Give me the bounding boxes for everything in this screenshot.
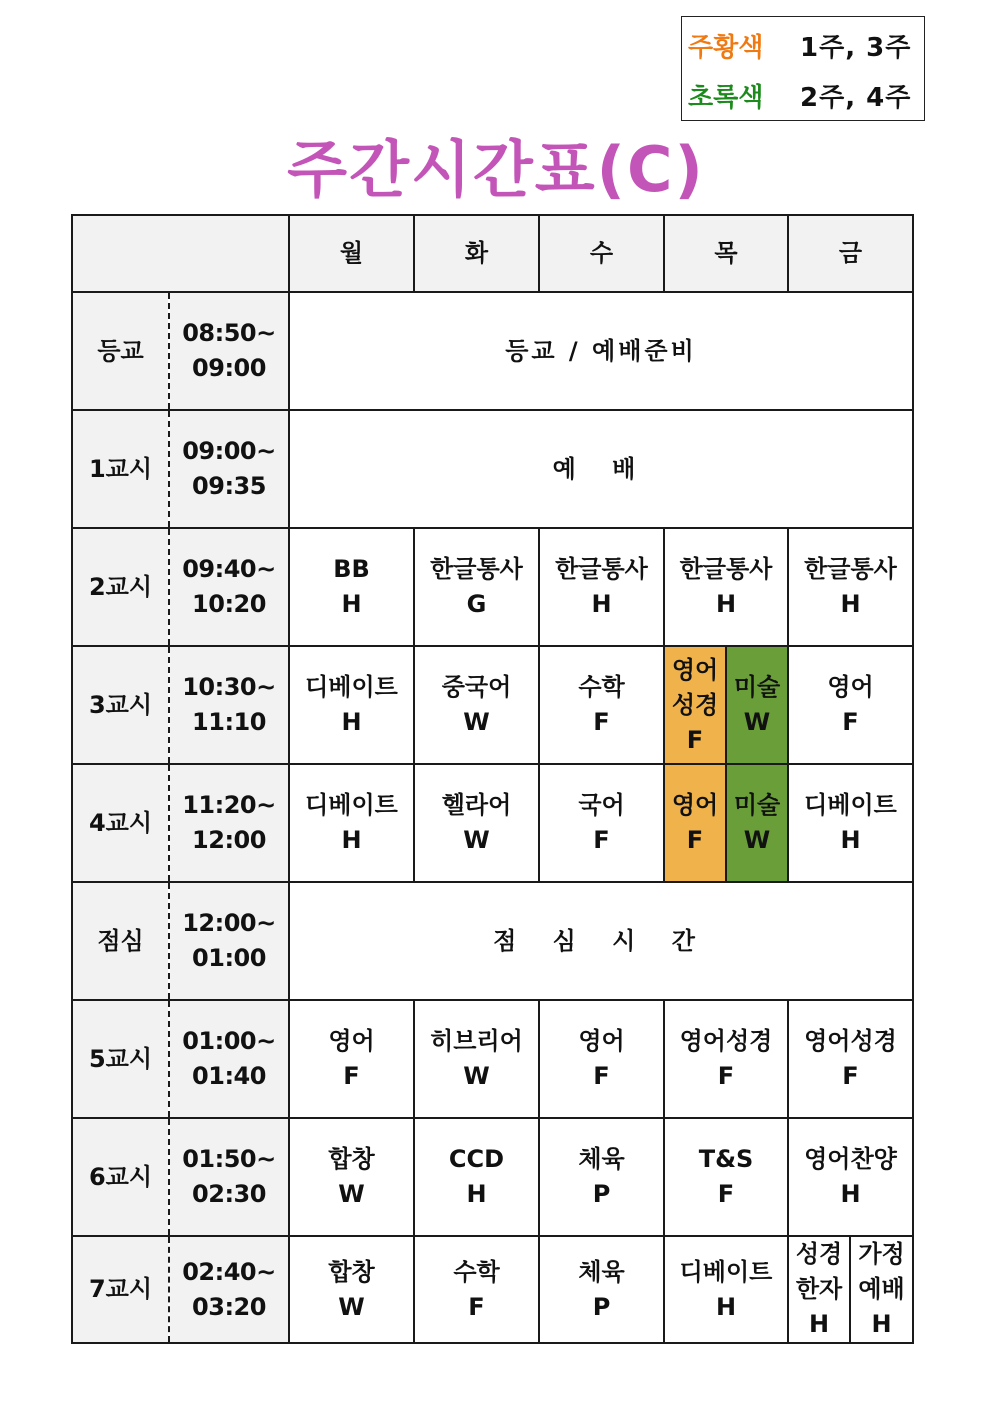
teacher-code: W — [743, 708, 771, 736]
class-cell-tue — [414, 764, 539, 882]
class-cell-fri-b — [850, 1236, 913, 1343]
period-label: 7교시 — [72, 1236, 169, 1343]
teacher-code: F — [343, 1062, 360, 1090]
period-time: 09:00~09:35 — [169, 410, 289, 528]
class-cell-thu — [664, 1000, 788, 1118]
period-label: 점심 — [72, 882, 169, 1000]
class-cell-mon — [289, 1000, 414, 1118]
teacher-code: H — [808, 1310, 830, 1338]
corner-cell — [72, 215, 289, 292]
class-cell-fri — [788, 646, 913, 764]
class-cell-tue — [414, 528, 539, 646]
period-time: 10:30~11:10 — [169, 646, 289, 764]
teacher-code: F — [468, 1292, 485, 1321]
teacher-code: H — [840, 590, 861, 618]
subject: T&S — [698, 1145, 754, 1173]
teacher-code: H — [466, 1180, 487, 1208]
teacher-code: H — [871, 1310, 892, 1338]
teacher-code: H — [840, 1180, 861, 1208]
period-label: 5교시 — [72, 1000, 169, 1118]
row-period-6 — [72, 1118, 913, 1236]
class-cell-thu-green — [726, 646, 788, 764]
class-cell-wed — [539, 1236, 664, 1343]
page-title: 주간시간표(C) — [287, 133, 705, 206]
teacher-code: W — [463, 1062, 490, 1090]
class-cell-tue — [414, 1236, 539, 1343]
row-lunch — [72, 882, 913, 1000]
row-period-5 — [72, 1000, 913, 1118]
subject: 한자 — [795, 1275, 843, 1303]
day-header-fri: 금 — [788, 215, 913, 292]
subject: CCD — [448, 1145, 505, 1173]
row-arrival — [72, 292, 913, 410]
class-cell-mon — [289, 528, 414, 646]
subject: 수학 — [578, 673, 625, 701]
period-label: 등교 — [72, 292, 169, 410]
teacher-code: H — [341, 590, 362, 618]
period-label: 1교시 — [72, 410, 169, 528]
subject: 영어 — [671, 655, 719, 684]
period-time: 02:40~03:20 — [169, 1236, 289, 1343]
teacher-code: F — [593, 826, 610, 854]
period-time: 08:50~09:00 — [169, 292, 289, 410]
subject: 한글통사 — [430, 555, 523, 583]
teacher-code: F — [593, 1062, 610, 1090]
class-cell-mon — [289, 646, 414, 764]
subject: 영어성경 — [679, 1027, 773, 1055]
subject: 영어찬양 — [804, 1145, 897, 1173]
legend-row-green — [688, 75, 911, 115]
period-label: 6교시 — [72, 1118, 169, 1236]
class-cell-wed — [539, 528, 664, 646]
subject: 합창 — [328, 1257, 375, 1286]
teacher-code: F — [842, 1062, 859, 1090]
class-cell-fri — [788, 1118, 913, 1236]
subject: 헬라어 — [441, 791, 512, 819]
class-cell-mon — [289, 1236, 414, 1343]
subject: 히브리어 — [430, 1027, 523, 1055]
class-cell-tue — [414, 646, 539, 764]
subject: 미술 — [733, 673, 781, 701]
day-header-wed: 수 — [539, 215, 664, 292]
class-cell-wed — [539, 764, 664, 882]
class-cell-thu-green — [726, 764, 788, 882]
subject: 한글통사 — [555, 555, 648, 583]
row-period-1 — [72, 410, 913, 528]
subject: 성경 — [671, 690, 719, 719]
class-cell-tue — [414, 1118, 539, 1236]
class-cell-fri — [788, 528, 913, 646]
subject: 체육 — [578, 1257, 625, 1286]
teacher-code: P — [592, 1292, 611, 1321]
teacher-code: H — [341, 708, 362, 736]
row-period-2 — [72, 528, 913, 646]
subject: BB — [333, 555, 370, 583]
row-period-4 — [72, 764, 913, 882]
class-cell-mon — [289, 764, 414, 882]
teacher-code: W — [338, 1292, 365, 1321]
class-cell-thu — [664, 1236, 788, 1343]
subject: 중국어 — [441, 673, 512, 701]
period-time: 12:00~01:00 — [169, 882, 289, 1000]
class-cell-wed — [539, 1118, 664, 1236]
color-legend — [681, 16, 925, 121]
teacher-code: F — [717, 1062, 735, 1090]
legend-green-weeks: 2주, 4주 — [800, 82, 912, 113]
class-cell-thu-orange — [664, 764, 726, 882]
class-cell-thu — [664, 528, 788, 646]
subject: 한글통사 — [804, 555, 897, 583]
subject: 수학 — [453, 1257, 500, 1286]
class-cell-thu — [664, 1118, 788, 1236]
day-header-thu: 목 — [664, 215, 788, 292]
teacher-code: H — [591, 590, 612, 618]
subject: 미술 — [733, 791, 781, 819]
class-cell-mon — [289, 1118, 414, 1236]
class-cell-thu-orange — [664, 646, 726, 764]
subject: 국어 — [578, 791, 625, 819]
teacher-code: F — [686, 725, 704, 754]
subject: 영어 — [671, 791, 719, 819]
period-time: 09:40~10:20 — [169, 528, 289, 646]
subject: 영어 — [328, 1027, 375, 1055]
subject: 성경 — [795, 1240, 843, 1268]
subject: 가정 — [858, 1240, 905, 1268]
class-cell-fri — [788, 1000, 913, 1118]
period-label: 3교시 — [72, 646, 169, 764]
teacher-code: H — [715, 590, 737, 618]
period-time: 01:50~02:30 — [169, 1118, 289, 1236]
subject: 영어성경 — [804, 1027, 897, 1055]
row-period-3 — [72, 646, 913, 764]
legend-orange-weeks: 1주, 3주 — [800, 32, 912, 63]
legend-orange-label: 주황색 — [688, 32, 764, 63]
class-cell-fri — [788, 764, 913, 882]
teacher-code: H — [341, 826, 362, 854]
teacher-code: F — [593, 708, 610, 736]
subject: 합창 — [328, 1145, 375, 1173]
legend-green-label: 초록색 — [688, 82, 764, 113]
teacher-code: H — [840, 826, 861, 854]
subject: 한글통사 — [679, 555, 773, 583]
teacher-code: F — [686, 826, 704, 854]
teacher-code: H — [715, 1292, 737, 1321]
subject: 체육 — [578, 1145, 625, 1173]
day-header-tue: 화 — [414, 215, 539, 292]
row-period-7 — [72, 1236, 913, 1343]
teacher-code: W — [338, 1180, 365, 1208]
subject: 영어 — [827, 673, 874, 701]
period-label: 4교시 — [72, 764, 169, 882]
teacher-code: W — [463, 708, 490, 736]
subject: 디베이트 — [305, 791, 398, 819]
subject: 디베이트 — [804, 791, 897, 819]
teacher-code: W — [743, 826, 771, 854]
class-cell-wed — [539, 646, 664, 764]
teacher-code: W — [463, 826, 490, 854]
subject: 영어 — [578, 1027, 625, 1055]
timetable — [71, 214, 914, 1344]
teacher-code: P — [592, 1180, 611, 1208]
class-cell-tue — [414, 1000, 539, 1118]
day-header-mon: 월 — [289, 215, 414, 292]
class-cell-wed — [539, 1000, 664, 1118]
arrival-span-cell: 등교 / 예배준비 — [289, 292, 913, 410]
class-cell-fri-a — [788, 1236, 850, 1343]
period-time: 01:00~01:40 — [169, 1000, 289, 1118]
header-row — [72, 215, 913, 292]
period-label: 2교시 — [72, 528, 169, 646]
period-time: 11:20~12:00 — [169, 764, 289, 882]
subject: 디베이트 — [679, 1257, 773, 1286]
legend-row-orange — [688, 25, 911, 65]
worship-span-cell: 예 배 — [289, 410, 913, 528]
teacher-code: G — [466, 590, 487, 618]
teacher-code: F — [717, 1180, 735, 1208]
subject: 예배 — [858, 1275, 905, 1303]
subject: 디베이트 — [305, 673, 398, 701]
teacher-code: F — [842, 708, 859, 736]
lunch-span-cell: 점 심 시 간 — [289, 882, 913, 1000]
